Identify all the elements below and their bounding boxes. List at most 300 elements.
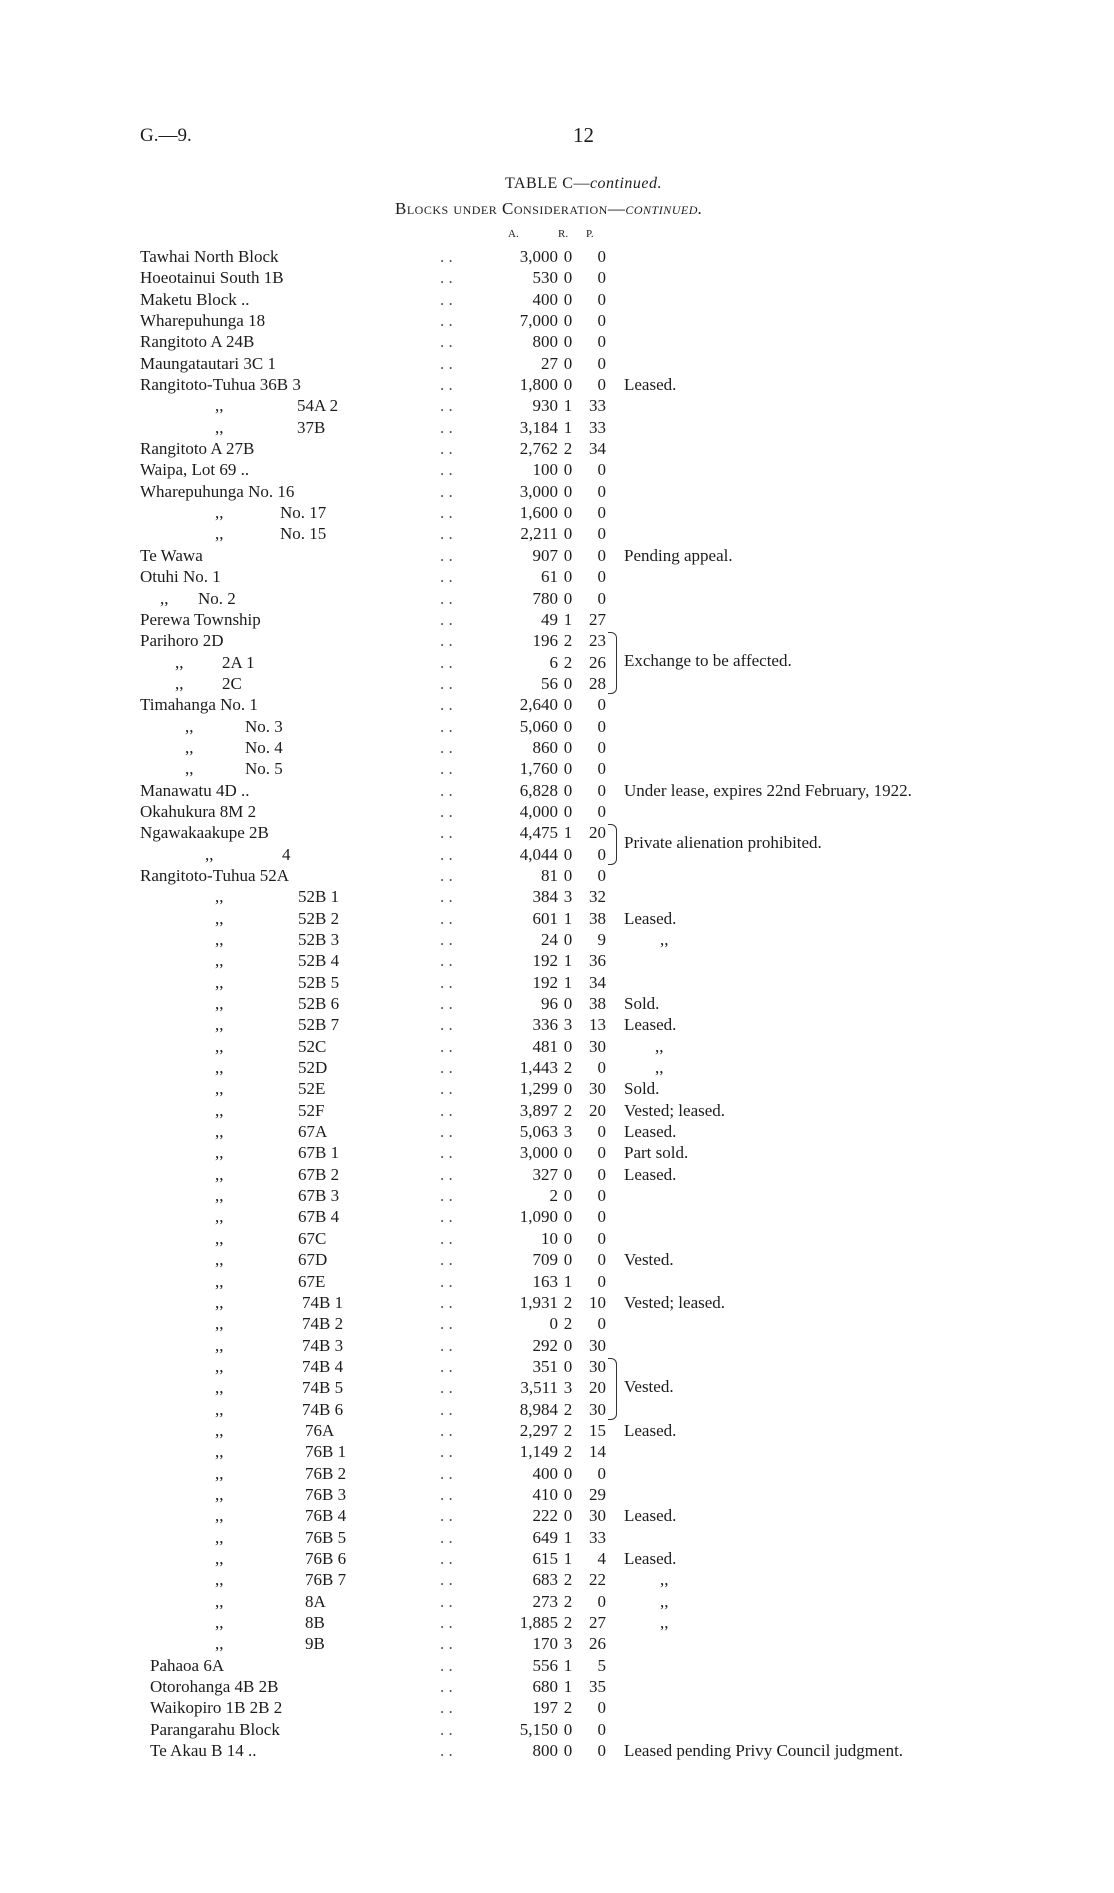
- acres-value: 100: [532, 460, 558, 480]
- block-subdivision: 52D: [298, 1058, 328, 1078]
- acres-value: 5,063: [519, 1122, 558, 1142]
- roods-value: 0: [563, 1228, 573, 1248]
- roods-value: 0: [563, 1207, 573, 1227]
- acres-value: 5,150: [519, 1719, 558, 1739]
- roods-value: 2: [563, 1591, 573, 1611]
- table-row: [0, 737, 1114, 758]
- block-name: Waikopiro 1B 2B 2: [150, 1698, 283, 1718]
- acres-value: 2,297: [519, 1420, 558, 1440]
- block-name: Parangarahu Block: [150, 1719, 280, 1739]
- leader-dots: . .: [440, 695, 453, 715]
- table-row: [0, 1335, 1114, 1356]
- roods-value: 0: [563, 695, 573, 715]
- perches-value: 34: [589, 972, 606, 992]
- leader-dots: . .: [440, 652, 453, 672]
- table-row: [0, 1591, 1114, 1612]
- roods-value: 0: [563, 844, 573, 864]
- remark: Leased.: [624, 1015, 677, 1035]
- ditto-mark: ,,: [215, 1314, 224, 1334]
- block-subdivision: 67E: [298, 1271, 326, 1291]
- block-subdivision: 52B 1: [298, 887, 340, 907]
- ditto-mark: ,,: [215, 1228, 224, 1248]
- block-name: Wharepuhunga No. 16: [140, 481, 295, 501]
- remark: Sold.: [624, 1079, 660, 1099]
- acres-value: 2,762: [519, 439, 558, 459]
- block-subdivision: 76B 7: [305, 1570, 347, 1590]
- roods-value: 1: [563, 1271, 573, 1291]
- leader-dots: . .: [440, 1271, 453, 1291]
- perches-value: 5: [597, 1655, 606, 1675]
- roods-value: 0: [563, 1741, 573, 1761]
- acres-value: 860: [532, 737, 558, 757]
- leader-dots: . .: [440, 1570, 453, 1590]
- perches-value: 0: [597, 1228, 606, 1248]
- table-row: [0, 1206, 1114, 1227]
- acres-value: 170: [532, 1634, 558, 1654]
- block-name: Otorohanga 4B 2B: [150, 1677, 279, 1697]
- block-subdivision: 52E: [298, 1079, 326, 1099]
- roods-value: 0: [563, 1143, 573, 1163]
- block-name: Waipa, Lot 69 ..: [140, 460, 250, 480]
- roods-value: 0: [563, 481, 573, 501]
- perches-value: 0: [597, 716, 606, 736]
- blocks-table: [0, 246, 1114, 1761]
- remark: Leased.: [624, 1420, 677, 1440]
- leader-dots: . .: [440, 289, 453, 309]
- leader-dots: . .: [440, 588, 453, 608]
- perches-value: 30: [589, 1506, 606, 1526]
- perches-value: 4: [597, 1548, 606, 1568]
- perches-value: 13: [589, 1015, 606, 1035]
- block-subdivision: No. 5: [245, 759, 283, 779]
- leader-dots: . .: [440, 1463, 453, 1483]
- perches-value: 30: [589, 1399, 606, 1419]
- block-subdivision: 8A: [305, 1591, 326, 1611]
- block-subdivision: 52F: [298, 1100, 325, 1120]
- acres-value: 1,149: [519, 1442, 558, 1462]
- acres-value: 601: [532, 908, 558, 928]
- roods-value: 2: [563, 439, 573, 459]
- remark: Under lease, expires 22nd February, 1922.: [624, 780, 912, 800]
- block-subdivision: 9B: [305, 1634, 325, 1654]
- roods-value: 0: [563, 716, 573, 736]
- roods-value: 2: [563, 1058, 573, 1078]
- remark: Vested; leased.: [624, 1100, 726, 1120]
- remark: ,,: [655, 1036, 664, 1056]
- acres-value: 273: [532, 1591, 558, 1611]
- perches-value: 26: [589, 652, 606, 672]
- perches-value: 0: [597, 353, 606, 373]
- acres-value: 10: [541, 1228, 558, 1248]
- remark: Leased.: [624, 908, 677, 928]
- remark: ,,: [660, 1591, 669, 1611]
- table-row: [0, 331, 1114, 352]
- roods-value: 1: [563, 972, 573, 992]
- table-row: [0, 1356, 1114, 1377]
- roods-value: 1: [563, 1677, 573, 1697]
- perches-value: 15: [589, 1420, 606, 1440]
- leader-dots: . .: [440, 1356, 453, 1376]
- block-subdivision: 52B 3: [298, 930, 340, 949]
- acres-value: 615: [532, 1548, 558, 1568]
- table-row: [0, 502, 1114, 523]
- roods-value: 2: [563, 1570, 573, 1590]
- leader-dots: . .: [440, 268, 453, 288]
- table-row: [0, 630, 1114, 651]
- perches-value: 0: [597, 1741, 606, 1761]
- acres-value: 400: [532, 289, 558, 309]
- leader-dots: . .: [440, 1186, 453, 1206]
- block-name: Parihoro 2D: [140, 631, 224, 651]
- perches-value: 0: [597, 801, 606, 821]
- acres-value: 196: [532, 631, 558, 651]
- acres-value: 4,475: [519, 823, 558, 843]
- ditto-mark: ,,: [215, 908, 224, 928]
- table-row: [0, 1399, 1114, 1420]
- leader-dots: . .: [440, 823, 453, 843]
- acres-value: 780: [532, 588, 558, 608]
- table-row: [0, 481, 1114, 502]
- remark: ,,: [660, 1570, 669, 1590]
- ditto-mark: ,,: [215, 1548, 224, 1568]
- leader-dots: . .: [440, 439, 453, 459]
- acres-value: 683: [532, 1570, 558, 1590]
- remark: Leased.: [624, 375, 677, 395]
- ditto-mark: ,,: [215, 1058, 224, 1078]
- leader-dots: . .: [440, 972, 453, 992]
- block-subdivision: No. 17: [280, 503, 327, 523]
- ditto-mark: ,,: [215, 1207, 224, 1227]
- acres-value: 8,984: [519, 1399, 558, 1419]
- roods-value: 1: [563, 823, 573, 843]
- acres-value: 5,060: [519, 716, 558, 736]
- acres-value: 800: [532, 332, 558, 352]
- acres-value: 0: [549, 1314, 558, 1334]
- block-name: Rangitoto-Tuhua 36B 3: [140, 375, 301, 395]
- perches-value: 38: [589, 908, 606, 928]
- acres-value: 1,600: [519, 503, 558, 523]
- perches-value: 36: [589, 951, 606, 971]
- block-subdivision: 2C: [222, 673, 242, 693]
- perches-value: 29: [589, 1484, 606, 1504]
- remark: Vested.: [624, 1250, 674, 1270]
- perches-value: 27: [589, 1613, 606, 1632]
- group-brace: [608, 824, 617, 865]
- perches-value: 0: [597, 289, 606, 309]
- table-row: [0, 1292, 1114, 1313]
- ditto-mark: ,,: [215, 1591, 224, 1611]
- leader-dots: . .: [440, 994, 453, 1014]
- leader-dots: . .: [440, 1292, 453, 1312]
- ditto-mark: ,,: [215, 1463, 224, 1483]
- leader-dots: . .: [440, 1613, 453, 1632]
- acres-value: 7,000: [519, 311, 558, 331]
- block-subdivision: 74B 4: [302, 1356, 344, 1376]
- perches-value: 0: [597, 311, 606, 331]
- acres-value: 222: [532, 1506, 558, 1526]
- leader-dots: . .: [440, 1420, 453, 1440]
- block-subdivision: 67C: [298, 1228, 327, 1248]
- roods-value: 0: [563, 1463, 573, 1483]
- roods-value: 0: [563, 1250, 573, 1270]
- acres-value: 4,044: [519, 844, 558, 864]
- leader-dots: . .: [440, 609, 453, 629]
- leader-dots: . .: [440, 673, 453, 693]
- acres-value: 3,000: [519, 247, 558, 266]
- group-brace: [608, 632, 617, 694]
- column-header-roods: R.: [558, 228, 569, 240]
- roods-value: 2: [563, 631, 573, 651]
- perches-value: 14: [589, 1442, 606, 1462]
- perches-value: 33: [589, 1527, 606, 1547]
- roods-value: 0: [563, 1079, 573, 1099]
- acres-value: 556: [532, 1655, 558, 1675]
- remark: ,,: [655, 1058, 664, 1078]
- acres-value: 1,931: [519, 1292, 558, 1312]
- ditto-mark: ,,: [215, 972, 224, 992]
- acres-value: 81: [541, 865, 558, 885]
- block-subdivision: No. 3: [245, 716, 283, 736]
- leader-dots: . .: [440, 951, 453, 971]
- acres-value: 24: [541, 930, 558, 949]
- ditto-mark: ,,: [215, 1186, 224, 1206]
- leader-dots: . .: [440, 1314, 453, 1334]
- table-row: [0, 310, 1114, 331]
- acres-value: 680: [532, 1677, 558, 1697]
- block-subdivision: 74B 3: [302, 1335, 344, 1355]
- acres-value: 400: [532, 1463, 558, 1483]
- block-subdivision: 76B 3: [305, 1484, 347, 1504]
- leader-dots: . .: [440, 311, 453, 331]
- leader-dots: . .: [440, 1484, 453, 1504]
- table-row: [0, 1185, 1114, 1206]
- perches-value: 23: [589, 631, 606, 651]
- ditto-mark: ,,: [215, 1506, 224, 1526]
- ditto-mark: ,,: [215, 994, 224, 1014]
- ditto-mark: ,,: [215, 1442, 224, 1462]
- perches-value: 0: [597, 268, 606, 288]
- table-row: [0, 1121, 1114, 1142]
- leader-dots: . .: [440, 1164, 453, 1184]
- ditto-mark: ,,: [215, 1250, 224, 1270]
- perches-value: 0: [597, 865, 606, 885]
- ditto-mark: ,,: [215, 1527, 224, 1547]
- block-subdivision: 67A: [298, 1122, 328, 1142]
- roods-value: 1: [563, 396, 573, 416]
- perches-value: 0: [597, 1271, 606, 1291]
- perches-value: 27: [589, 609, 606, 629]
- ditto-mark: ,,: [215, 1143, 224, 1163]
- column-header-acres: A.: [508, 228, 519, 240]
- leader-dots: . .: [440, 353, 453, 373]
- block-name: Pahaoa 6A: [150, 1655, 225, 1675]
- roods-value: 0: [563, 1036, 573, 1056]
- roods-value: 0: [563, 759, 573, 779]
- roods-value: 0: [563, 247, 573, 266]
- block-name: Rangitoto A 24B: [140, 332, 255, 352]
- roods-value: 1: [563, 1548, 573, 1568]
- roods-value: 1: [563, 417, 573, 437]
- perches-value: 33: [589, 396, 606, 416]
- remark: ,,: [660, 930, 669, 949]
- perches-value: 0: [597, 1463, 606, 1483]
- table-row: [0, 950, 1114, 971]
- leader-dots: . .: [440, 567, 453, 587]
- remark: Leased.: [624, 1548, 677, 1568]
- table-row: [0, 566, 1114, 587]
- perches-value: 0: [597, 1591, 606, 1611]
- roods-value: 0: [563, 524, 573, 544]
- perches-value: 28: [589, 673, 606, 693]
- remark: ,,: [660, 1613, 669, 1632]
- acres-value: 192: [532, 951, 558, 971]
- roods-value: 0: [563, 375, 573, 395]
- roods-value: 0: [563, 1164, 573, 1184]
- block-name: Wharepuhunga 18: [140, 311, 266, 331]
- block-name: Otuhi No. 1: [140, 567, 221, 587]
- roods-value: 0: [563, 567, 573, 587]
- leader-dots: . .: [440, 1079, 453, 1099]
- roods-value: 0: [563, 353, 573, 373]
- acres-value: 384: [532, 887, 558, 907]
- roods-value: 1: [563, 1655, 573, 1675]
- leader-dots: . .: [440, 1634, 453, 1654]
- ditto-mark: ,,: [215, 887, 224, 907]
- block-subdivision: 74B 1: [302, 1292, 344, 1312]
- ditto-mark: ,,: [215, 951, 224, 971]
- ditto-mark: ,,: [215, 1399, 224, 1419]
- perches-value: 0: [597, 695, 606, 715]
- ditto-mark: ,,: [205, 844, 214, 864]
- block-name: Maungatautari 3C 1: [140, 353, 276, 373]
- block-subdivision: 52B 2: [298, 908, 340, 928]
- block-subdivision: 52B 5: [298, 972, 340, 992]
- roods-value: 1: [563, 951, 573, 971]
- acres-value: 6: [549, 652, 558, 672]
- table-row: [0, 1078, 1114, 1099]
- roods-value: 0: [563, 994, 573, 1014]
- roods-value: 0: [563, 1484, 573, 1504]
- block-subdivision: 52C: [298, 1036, 327, 1056]
- acres-value: 4,000: [519, 801, 558, 821]
- acres-value: 2,211: [520, 524, 558, 544]
- block-subdivision: No. 2: [198, 588, 236, 608]
- ditto-mark: ,,: [215, 1036, 224, 1056]
- perches-value: 0: [597, 1207, 606, 1227]
- perches-value: 26: [589, 1634, 606, 1654]
- block-name: Perewa Township: [140, 609, 261, 629]
- table-row: [0, 374, 1114, 395]
- table-row: [0, 1057, 1114, 1078]
- roods-value: 3: [563, 1634, 573, 1654]
- group-brace: [608, 1358, 617, 1420]
- acres-value: 61: [541, 567, 558, 587]
- ditto-mark: ,,: [215, 1570, 224, 1590]
- table-row: [0, 1014, 1114, 1035]
- acres-value: 351: [532, 1356, 558, 1376]
- acres-value: 649: [532, 1527, 558, 1547]
- acres-value: 2: [549, 1186, 558, 1206]
- roods-value: 1: [563, 609, 573, 629]
- remark: Leased.: [624, 1122, 677, 1142]
- perches-value: 10: [589, 1292, 606, 1312]
- table-row: [0, 673, 1114, 694]
- table-title-cont: continued.: [589, 175, 663, 192]
- acres-value: 192: [532, 972, 558, 992]
- leader-dots: . .: [440, 1399, 453, 1419]
- remark: Pending appeal.: [624, 545, 733, 565]
- perches-value: 0: [597, 1314, 606, 1334]
- table-row: [0, 908, 1114, 929]
- perches-value: 0: [597, 1143, 606, 1163]
- leader-dots: . .: [440, 1122, 453, 1142]
- block-subdivision: 8B: [305, 1613, 325, 1632]
- block-subdivision: No. 4: [245, 737, 283, 757]
- remark: Sold.: [624, 994, 660, 1014]
- acres-value: 56: [541, 673, 558, 693]
- table-row: [0, 1420, 1114, 1441]
- remark: Part sold.: [624, 1143, 689, 1163]
- table-row: [0, 822, 1114, 843]
- ditto-mark: ,,: [215, 1271, 224, 1291]
- roods-value: 2: [563, 1442, 573, 1462]
- block-name: Tawhai North Block: [140, 247, 279, 266]
- table-row: [0, 1036, 1114, 1057]
- acres-value: 292: [532, 1335, 558, 1355]
- perches-value: 0: [597, 375, 606, 395]
- leader-dots: . .: [440, 545, 453, 565]
- acres-value: 410: [532, 1484, 558, 1504]
- table-row: [0, 1142, 1114, 1163]
- block-subdivision: 54A 2: [297, 396, 339, 416]
- table-row: [0, 1249, 1114, 1270]
- acres-value: 6,828: [519, 780, 558, 800]
- block-subdivision: 76B 5: [305, 1527, 347, 1547]
- block-subdivision: 37B: [297, 417, 326, 437]
- roods-value: 0: [563, 545, 573, 565]
- leader-dots: . .: [440, 332, 453, 352]
- roods-value: 0: [563, 503, 573, 523]
- ditto-mark: ,,: [160, 588, 169, 608]
- table-row: [0, 694, 1114, 715]
- ditto-mark: ,,: [175, 673, 184, 693]
- acres-value: 3,184: [519, 417, 558, 437]
- block-subdivision: 67D: [298, 1250, 328, 1270]
- group-remark: Exchange to be affected.: [624, 651, 792, 671]
- leader-dots: . .: [440, 1378, 453, 1398]
- perches-value: 35: [589, 1677, 606, 1697]
- table-row: [0, 353, 1114, 374]
- roods-value: 0: [563, 737, 573, 757]
- leader-dots: . .: [440, 1677, 453, 1697]
- leader-dots: . .: [440, 1591, 453, 1611]
- page-number: 12: [573, 123, 594, 147]
- subtitle-cont: continued.: [625, 199, 703, 218]
- perches-value: 0: [597, 481, 606, 501]
- table-row: [0, 972, 1114, 993]
- perches-value: 20: [589, 1378, 606, 1398]
- block-name: Maketu Block ..: [140, 289, 250, 309]
- roods-value: 0: [563, 1335, 573, 1355]
- table-row: [0, 417, 1114, 438]
- roods-value: 0: [563, 289, 573, 309]
- ditto-mark: ,,: [215, 1122, 224, 1142]
- table-row: [0, 1505, 1114, 1526]
- remark: Leased pending Privy Council judgment.: [624, 1741, 904, 1761]
- roods-value: 0: [563, 1719, 573, 1739]
- acres-value: 336: [532, 1015, 558, 1035]
- acres-value: 96: [541, 994, 558, 1014]
